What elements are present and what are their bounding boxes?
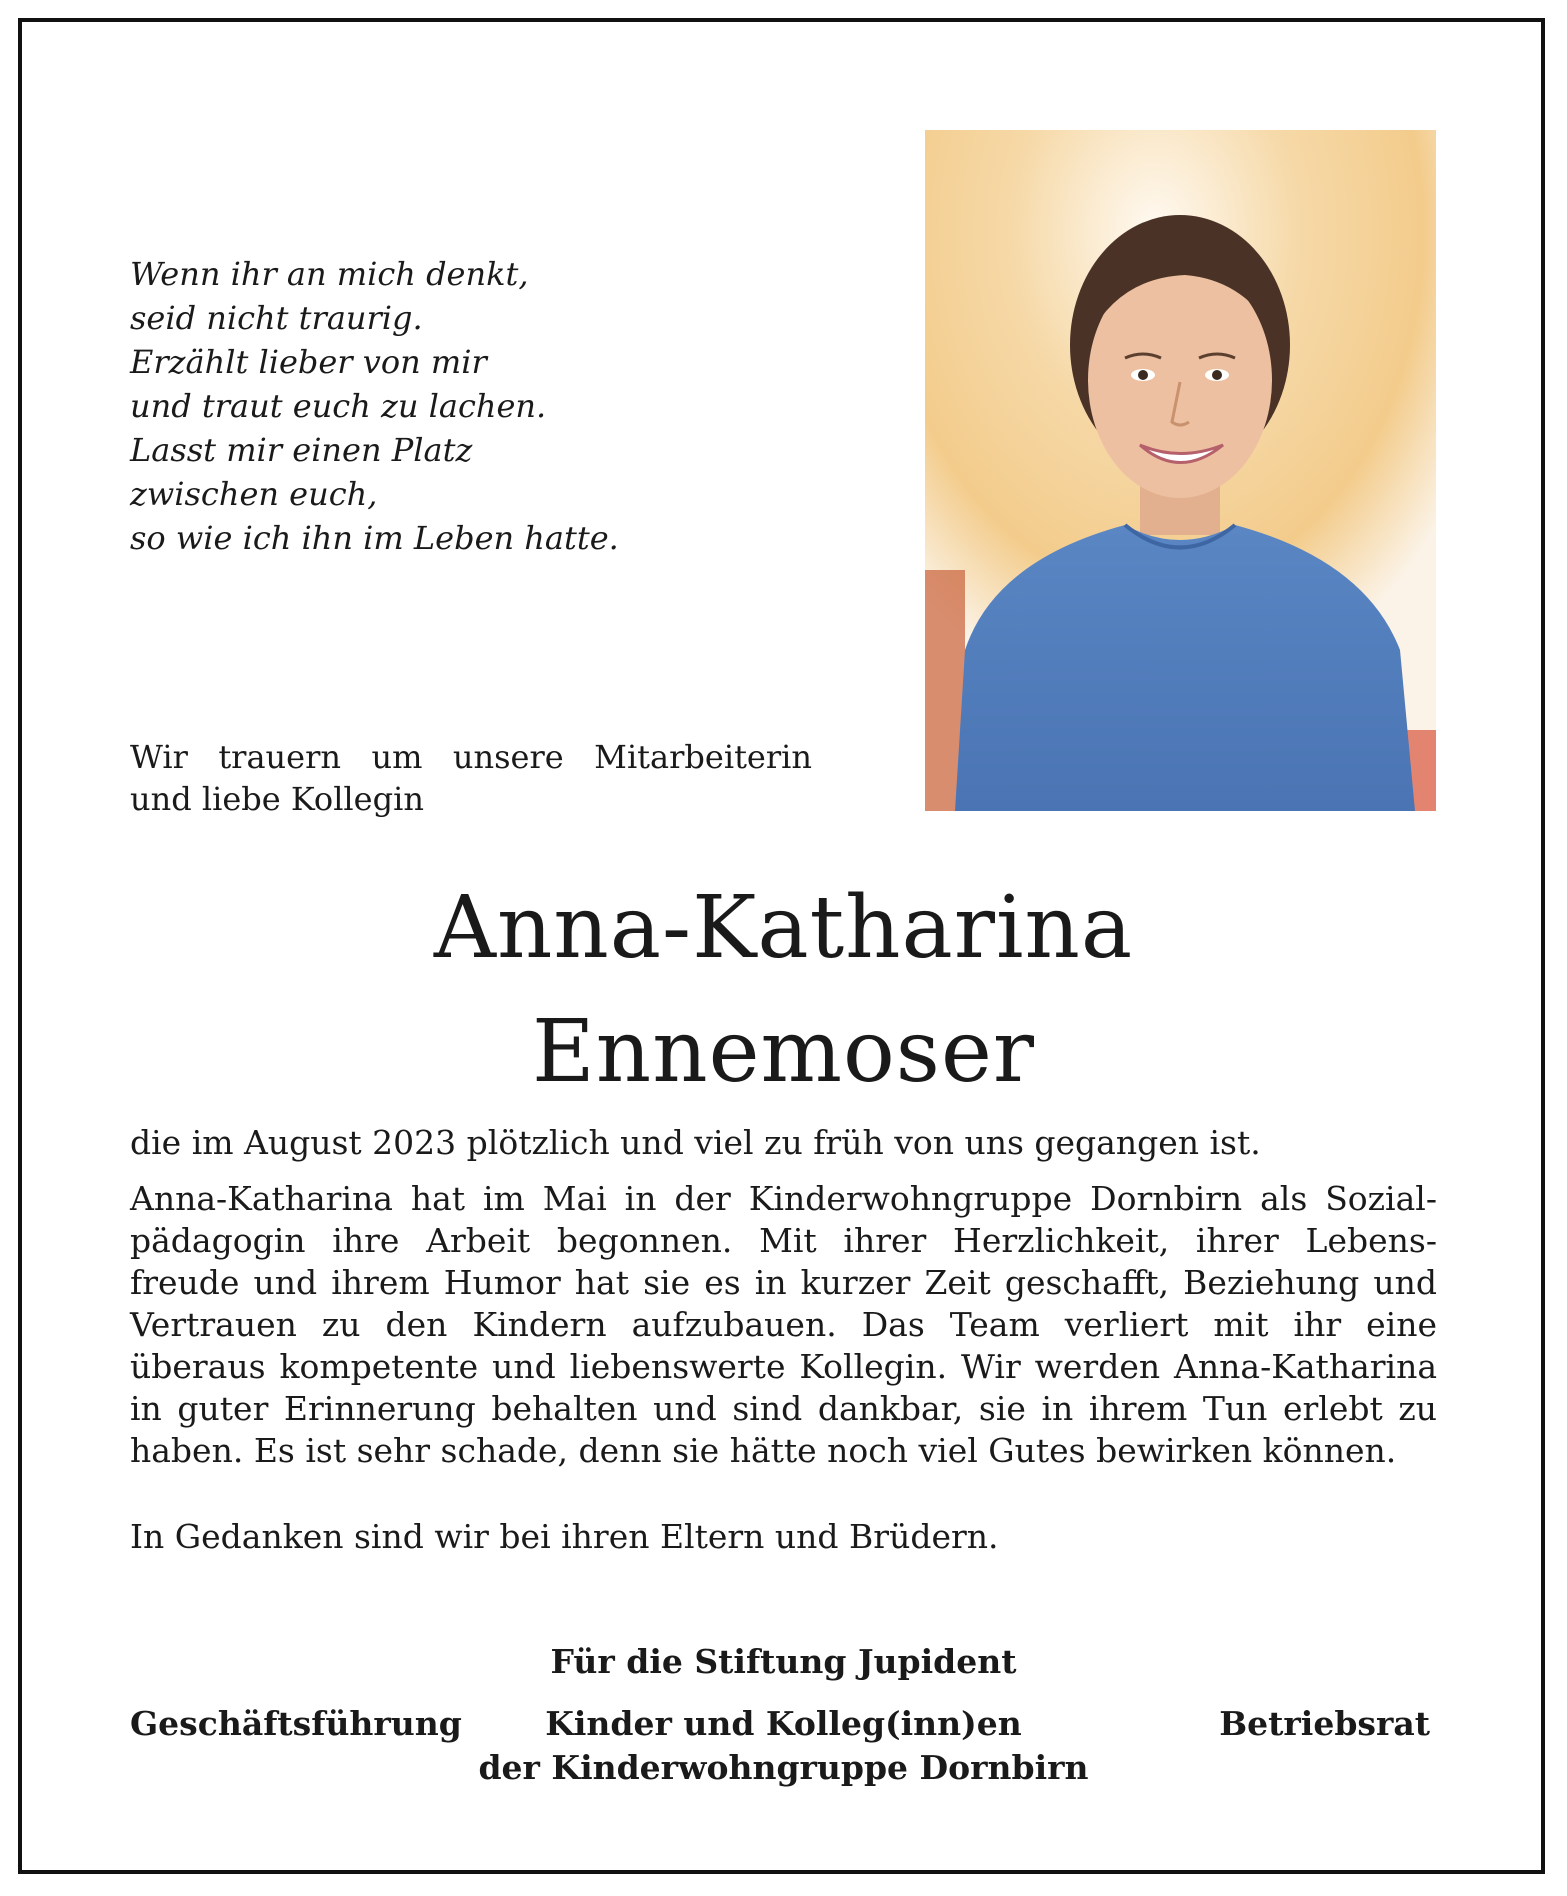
poem [130, 252, 690, 560]
paragraph-line: pädagogin ihre Arbeit begonnen. Mit ihrer Herzlichkeit, ihrer Lebens- [130, 1221, 1437, 1260]
signature-colleagues-line: Kinder und Kolleg(inn)en [545, 1704, 1022, 1743]
deceased-last-name: Ennemoser [532, 1002, 1035, 1102]
intro-line: und liebe Kollegin [130, 780, 424, 818]
paragraph-line: überaus kompetente und liebenswerte Kollegin. Wir werden Anna-Katharina [130, 1347, 1437, 1386]
paragraph-line: freude und ihrem Humor hat sie es in kurzer Zeit geschafft, Beziehung und [130, 1263, 1437, 1302]
signature-colleagues-line: der Kinderwohngruppe Dornbirn [478, 1748, 1089, 1787]
intro-text [130, 736, 812, 820]
paragraph-line: haben. Es ist sehr schade, denn sie hätte noch viel Gutes bewirken können. [130, 1431, 1397, 1470]
closing-sentence: In Gedanken sind wir bei ihren Eltern und Brüdern. [130, 1517, 999, 1556]
deceased-first-name: Anna-Katharina [433, 878, 1134, 978]
portrait-illustration [925, 130, 1436, 811]
poem-line: zwischen euch, [130, 475, 378, 513]
lead-sentence: die im August 2023 plötzlich und viel zu früh von uns gegangen ist. [130, 1123, 1261, 1162]
paragraph-line: Vertrauen zu den Kindern aufzubauen. Das Team verliert mit ihr eine [130, 1305, 1437, 1344]
poem-line: seid nicht traurig. [130, 299, 423, 337]
signature-header: Für die Stiftung Jupident [550, 1642, 1017, 1681]
poem-line: und traut euch zu lachen. [130, 387, 547, 425]
paragraph-line: in guter Erinnerung behalten und sind dankbar, sie in ihrem Tun erlebt zu [130, 1389, 1437, 1428]
poem-line: Erzählt lieber von mir [130, 343, 487, 381]
poem-line: Lasst mir einen Platz [130, 431, 473, 469]
signature-management: Geschäftsführung [130, 1704, 462, 1743]
signature-works-council: Betriebsrat [1219, 1704, 1430, 1743]
poem-line: Wenn ihr an mich denkt, [130, 255, 529, 293]
tribute-paragraph [130, 1178, 1437, 1472]
portrait-photo [925, 130, 1436, 811]
poem-line: so wie ich ihn im Leben hatte. [130, 519, 619, 557]
paragraph-line: Anna-Katharina hat im Mai in der Kinderwohngruppe Dornbirn als Sozial- [130, 1179, 1437, 1218]
intro-line: Wir trauern um unsere Mitarbeiterin [130, 738, 812, 776]
